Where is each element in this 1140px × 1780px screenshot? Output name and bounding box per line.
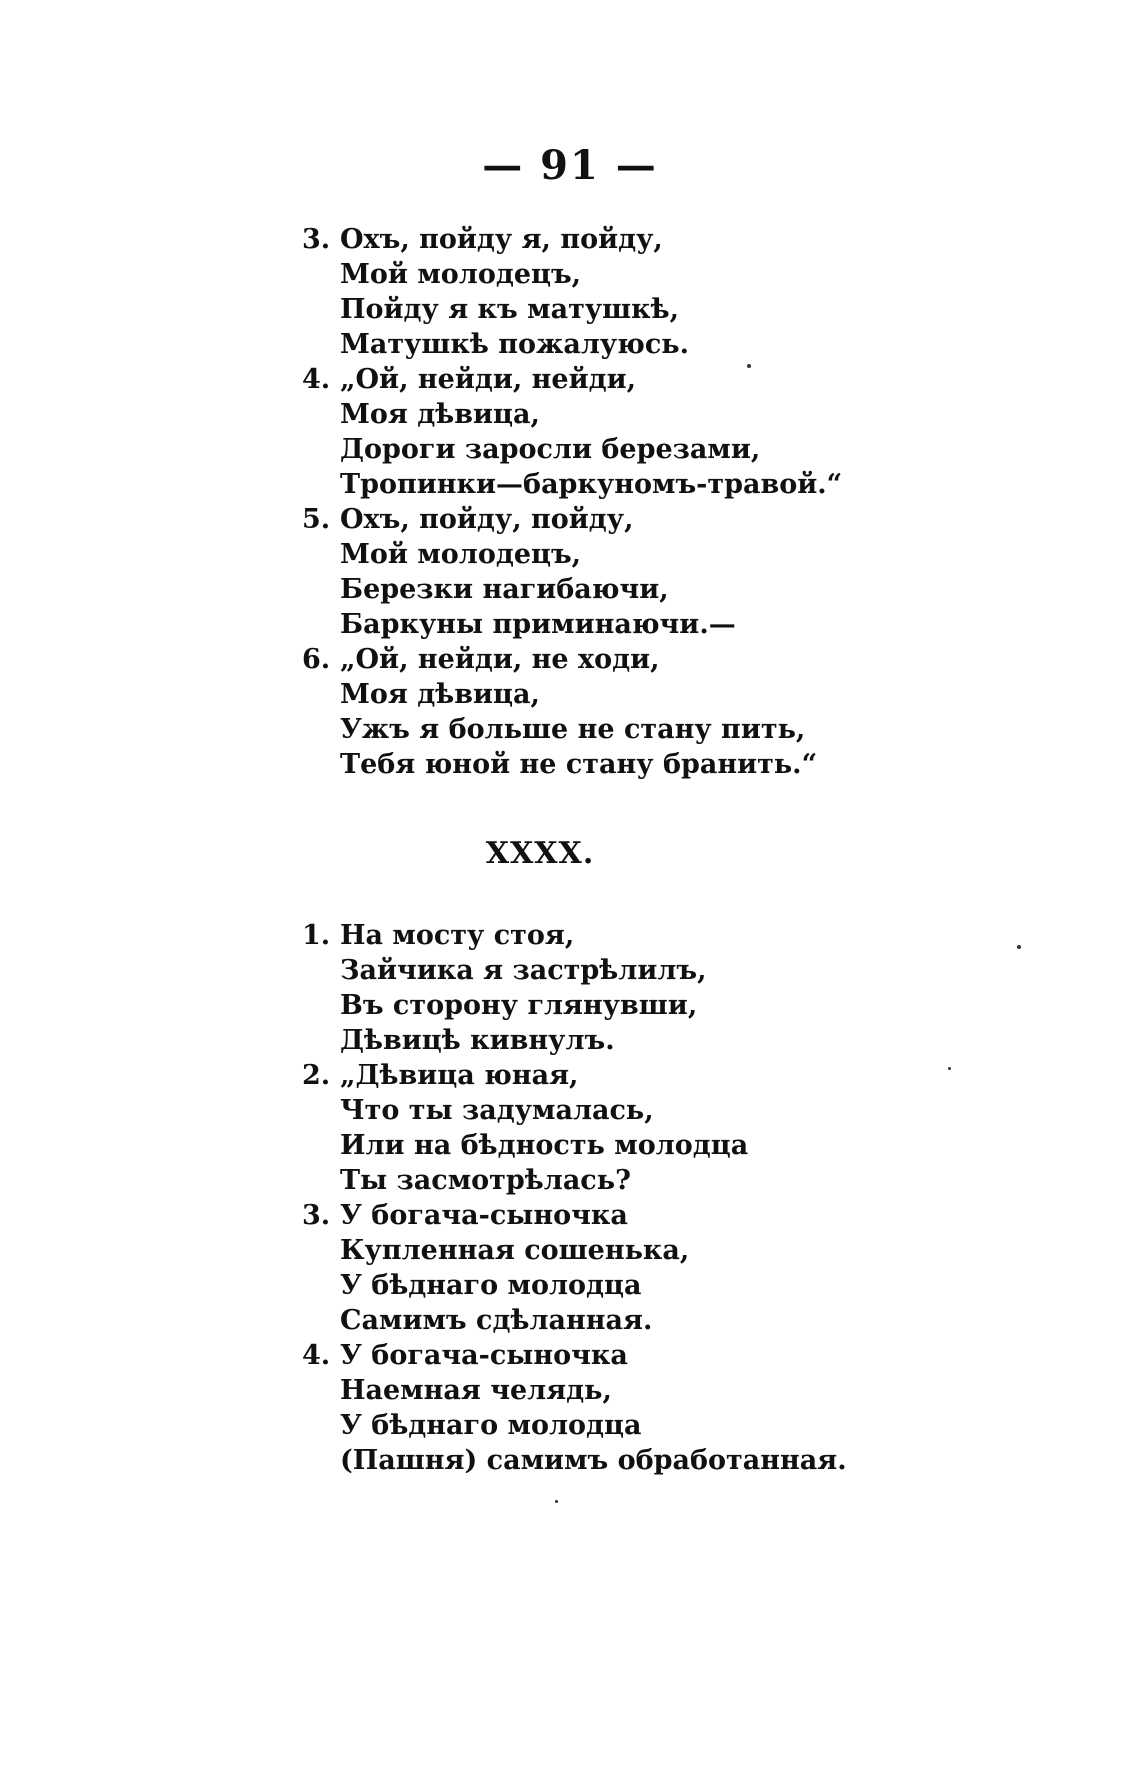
verse-text: Моя дѣвица, <box>340 399 540 430</box>
stanza <box>302 1338 1100 1478</box>
verse-line <box>302 1058 1100 1093</box>
verse-text: Баркуны приминаючи.— <box>340 609 736 640</box>
verse-text: Купленная сошенька, <box>340 1235 690 1266</box>
verse-line <box>302 642 1100 677</box>
verse-line <box>340 257 1100 292</box>
verse-text: Мой молодецъ, <box>340 259 582 290</box>
scan-speck <box>555 1500 558 1503</box>
verse-text: Дороги заросли березами, <box>340 434 761 465</box>
verse-text: У богача-сыночка <box>340 1340 628 1371</box>
scan-speck <box>948 1067 951 1070</box>
verse-text: „Дѣвица юная, <box>340 1060 579 1091</box>
verse-text: У бѣднаго молодца <box>340 1410 642 1441</box>
verse-line <box>340 1303 1100 1338</box>
scan-speck <box>1017 945 1021 949</box>
verse-line <box>340 1373 1100 1408</box>
verse-text: Мой молодецъ, <box>340 539 582 570</box>
poem-top <box>302 222 1100 782</box>
verse-line <box>340 1268 1100 1303</box>
verse-text: На мосту стоя, <box>340 920 575 951</box>
stanza-number: 4. <box>302 364 331 395</box>
verse-line <box>340 432 1100 467</box>
verse-line <box>340 397 1100 432</box>
verse-line <box>302 1338 1100 1373</box>
verse-text: Въ сторону глянувши, <box>340 990 698 1021</box>
verse-line <box>340 1443 1100 1478</box>
verse-line <box>340 1408 1100 1443</box>
section-title: XXXX. <box>485 836 595 871</box>
verse-line <box>340 988 1100 1023</box>
verse-text: Ужъ я больше не стану пить, <box>340 714 806 745</box>
verse-text: Моя дѣвица, <box>340 679 540 710</box>
page-number: — 91 — <box>482 142 658 189</box>
verse-line <box>302 1198 1100 1233</box>
verse-line <box>340 712 1100 747</box>
stanza <box>302 918 1100 1058</box>
verse-text: У бѣднаго молодца <box>340 1270 642 1301</box>
verse-line <box>302 502 1100 537</box>
verse-line <box>340 1163 1100 1198</box>
verse-text: Тебя юной не стану бранить.“ <box>340 749 818 780</box>
stanza-number: 3. <box>302 224 331 255</box>
verse-text: Наемная челядь, <box>340 1375 612 1406</box>
stanza-number: 6. <box>302 644 331 675</box>
verse-line <box>340 537 1100 572</box>
stanza-number: 1. <box>302 920 331 951</box>
verse-line <box>340 467 1100 502</box>
verse-line <box>340 1233 1100 1268</box>
verse-text: Дѣвицѣ кивнулъ. <box>340 1025 615 1056</box>
stanza <box>302 362 1100 502</box>
verse-line <box>302 918 1100 953</box>
verse-text: „Ой, нейди, не ходи, <box>340 644 660 675</box>
verse-line <box>340 327 1100 362</box>
scan-speck <box>747 364 751 368</box>
verse-text: Охъ, пойду я, пойду, <box>340 224 663 255</box>
poem-bottom <box>302 918 1100 1478</box>
stanza <box>302 222 1100 362</box>
verse-text: Пойду я къ матушкѣ, <box>340 294 680 325</box>
verse-text: Матушкѣ пожалуюсь. <box>340 329 689 360</box>
stanza-number: 4. <box>302 1340 331 1371</box>
verse-line <box>340 953 1100 988</box>
verse-text: Зайчика я застрѣлилъ, <box>340 955 707 986</box>
verse-text: Ты засмотрѣлась? <box>340 1165 631 1196</box>
verse-line <box>340 607 1100 642</box>
verse-text: Березки нагибаючи, <box>340 574 669 605</box>
stanza-number: 5. <box>302 504 331 535</box>
stanza <box>302 502 1100 642</box>
verse-text: Тропинки—баркуномъ-травой.“ <box>340 469 843 500</box>
verse-line <box>340 747 1100 782</box>
verse-text: (Пашня) самимъ обработанная. <box>340 1445 847 1476</box>
stanza-number: 3. <box>302 1200 331 1231</box>
verse-line <box>340 677 1100 712</box>
stanza-number: 2. <box>302 1060 331 1091</box>
verse-line <box>340 1128 1100 1163</box>
verse-text: У богача-сыночка <box>340 1200 628 1231</box>
verse-text: Что ты задумалась, <box>340 1095 654 1126</box>
verse-text: Или на бѣдность молодца <box>340 1130 749 1161</box>
verse-line <box>340 292 1100 327</box>
stanza <box>302 1058 1100 1198</box>
verse-line <box>340 572 1100 607</box>
stanza <box>302 1198 1100 1338</box>
verse-line <box>340 1093 1100 1128</box>
verse-line <box>302 362 1100 397</box>
stanza <box>302 642 1100 782</box>
verse-line <box>302 222 1100 257</box>
verse-text: „Ой, нейди, нейди, <box>340 364 637 395</box>
verse-text: Охъ, пойду, пойду, <box>340 504 634 535</box>
verse-text: Самимъ сдѣланная. <box>340 1305 653 1336</box>
verse-line <box>340 1023 1100 1058</box>
